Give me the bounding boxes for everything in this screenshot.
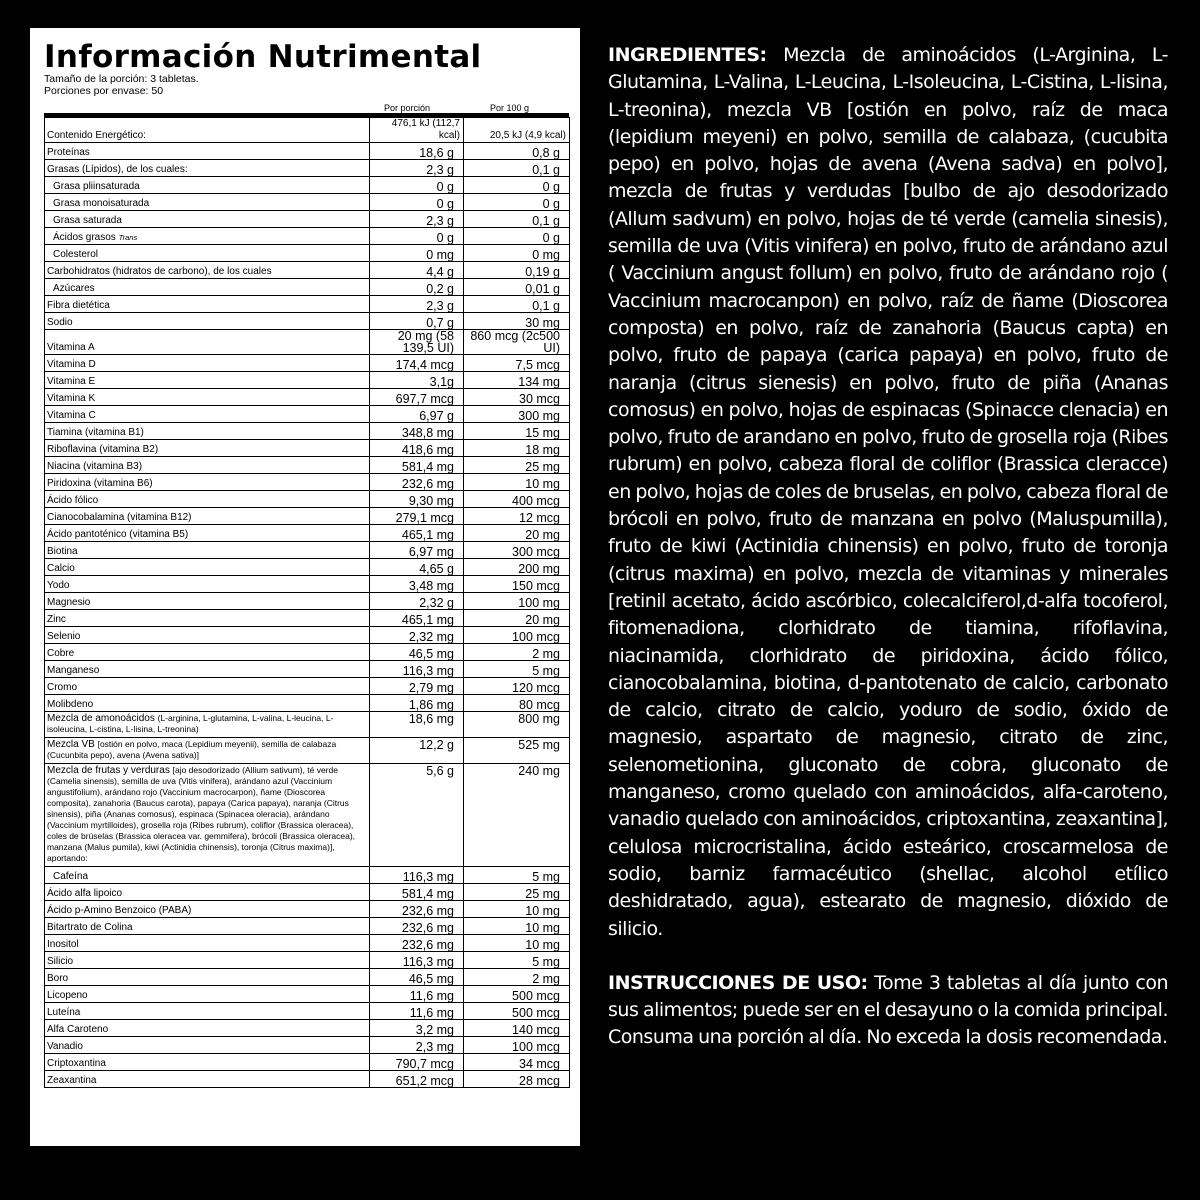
nutrient-row xyxy=(45,355,570,372)
nutrient-row xyxy=(45,508,570,525)
energy-label: Contenido Energético: xyxy=(45,118,370,143)
nutrient-label: Vitamina K xyxy=(47,393,96,404)
nutrient-row xyxy=(45,177,570,194)
value-per-100g: 0,1 g xyxy=(464,296,570,313)
nutrient-label-cell xyxy=(45,279,370,296)
nutrient-label: Grasa monoisaturada xyxy=(53,198,150,209)
nutrient-row xyxy=(45,627,570,644)
nutrient-description: (L-arginina, L-glutamina, L-valina, L-leucina, L-isoleucina, L-cistina, L-lisina, L-treonina) xyxy=(47,713,334,734)
value-per-serving: 2,32 g xyxy=(370,593,464,610)
value-per-serving: 2,3 g xyxy=(370,160,464,177)
serving-size: Tamaño de la porción: 3 tabletas. xyxy=(44,73,199,85)
value-per-serving: 581,4 mg xyxy=(370,457,464,474)
nutrient-label: Ácidos grasos xyxy=(53,232,116,243)
col-per-serving-header: Por porción xyxy=(384,103,431,113)
nutrient-row xyxy=(45,764,570,867)
value-per-serving: 3,48 mg xyxy=(370,576,464,593)
value-per-serving: 0 mg xyxy=(370,245,464,262)
nutrient-label: Yodo xyxy=(47,580,70,591)
nutrient-label-cell xyxy=(45,764,370,867)
nutrient-label: Cobre xyxy=(47,648,75,659)
nutrient-label: Licopeno xyxy=(47,990,88,1001)
value-per-serving: 3,2 mg xyxy=(370,1020,464,1037)
nutrient-label: Mezcla de frutas y verduras xyxy=(47,765,170,776)
value-per-serving: 2,3 mg xyxy=(370,1037,464,1054)
value-per-serving: 1,86 mg xyxy=(370,695,464,712)
nutrient-row xyxy=(45,474,570,491)
nutrient-label-cell xyxy=(45,177,370,194)
value-per-100g: 30 mg xyxy=(464,313,570,330)
value-per-100g: 20 mg xyxy=(464,610,570,627)
value-per-serving: 11,6 mg xyxy=(370,1003,464,1020)
value-per-serving: 465,1 mg xyxy=(370,610,464,627)
nutrient-label-cell xyxy=(45,423,370,440)
value-per-100g: 300 mcg xyxy=(464,542,570,559)
nutrient-label: Mezcla de amonoácidos xyxy=(47,713,155,724)
nutrient-label: Biotina xyxy=(47,546,78,557)
nutrient-row xyxy=(45,593,570,610)
value-per-serving: 697,7 mcg xyxy=(370,389,464,406)
nutrition-title: Información Nutrimental xyxy=(44,39,482,75)
value-per-100g: 20 mg xyxy=(464,525,570,542)
value-per-100g: 5 mg xyxy=(464,952,570,969)
value-per-serving: 12,2 g xyxy=(370,738,464,764)
nutrient-row xyxy=(45,969,570,986)
value-per-100g: 5 mg xyxy=(464,867,570,884)
value-per-serving: 581,4 mg xyxy=(370,884,464,901)
value-per-serving: 4,4 g xyxy=(370,262,464,279)
nutrient-label-cell xyxy=(45,389,370,406)
nutrient-row xyxy=(45,867,570,884)
value-per-serving: 3,1g xyxy=(370,372,464,389)
nutrient-label-cell xyxy=(45,355,370,372)
nutrient-row xyxy=(45,644,570,661)
energy-row xyxy=(45,118,570,143)
nutrient-label: Cianocobalamina (vitamina B12) xyxy=(47,512,192,523)
value-per-100g: 100 mcg xyxy=(464,1037,570,1054)
nutrient-label: Selenio xyxy=(47,631,81,642)
nutrient-label-cell xyxy=(45,661,370,678)
nutrient-label-cell xyxy=(45,245,370,262)
value-per-serving: 116,3 mg xyxy=(370,867,464,884)
value-per-100g: 0 g xyxy=(464,228,570,245)
nutrient-row xyxy=(45,712,570,738)
nutrient-label: Vitamina D xyxy=(47,359,96,370)
energy-per-100g: 20,5 kJ (4,9 kcal) xyxy=(464,118,570,143)
nutrient-label: Mezcla VB xyxy=(47,739,95,750)
nutrient-label: Luteína xyxy=(47,1007,81,1018)
value-per-100g: 800 mg xyxy=(464,712,570,738)
value-per-100g: 500 mcg xyxy=(464,1003,570,1020)
nutrient-row xyxy=(45,262,570,279)
nutrient-label-cell xyxy=(45,525,370,542)
nutrient-label-cell xyxy=(45,1054,370,1071)
nutrient-label-cell xyxy=(45,935,370,952)
nutrient-note: Trans xyxy=(118,233,138,242)
nutrient-label: Riboflavina (vitamina B2) xyxy=(47,444,159,455)
nutrient-label-cell xyxy=(45,143,370,160)
value-per-100g: 0,8 g xyxy=(464,143,570,160)
value-per-serving: 0,2 g xyxy=(370,279,464,296)
nutrient-row xyxy=(45,884,570,901)
nutrient-label-cell xyxy=(45,712,370,738)
value-per-100g: 10 mg xyxy=(464,474,570,491)
nutrient-label-cell xyxy=(45,457,370,474)
value-per-serving: 116,3 mg xyxy=(370,952,464,969)
value-per-100g: 0,01 g xyxy=(464,279,570,296)
ingredients-heading: INGREDIENTES: xyxy=(608,44,767,66)
nutrient-row xyxy=(45,695,570,712)
nutrient-label: Bitartrato de Colina xyxy=(47,922,133,933)
value-per-serving: 232,6 mg xyxy=(370,918,464,935)
nutrient-row xyxy=(45,952,570,969)
value-per-100g: 0 mg xyxy=(464,245,570,262)
value-per-serving: 174,4 mcg xyxy=(370,355,464,372)
nutrient-label: Ácido pantoténico (vitamina B5) xyxy=(47,529,189,540)
nutrient-label: Criptoxantina xyxy=(47,1058,106,1069)
nutrient-label: Niacina (vitamina B3) xyxy=(47,461,143,472)
nutrient-label: Boro xyxy=(47,973,69,984)
nutrient-row xyxy=(45,457,570,474)
nutrient-label-cell xyxy=(45,738,370,764)
nutrient-row xyxy=(45,228,570,245)
nutrient-label: Ácido alfa lipoico xyxy=(47,888,123,899)
nutrient-label-cell xyxy=(45,1037,370,1054)
nutrient-label-cell xyxy=(45,644,370,661)
value-per-100g: 25 mg xyxy=(464,457,570,474)
value-per-serving: 232,6 mg xyxy=(370,474,464,491)
nutrient-row xyxy=(45,1037,570,1054)
nutrient-label-cell xyxy=(45,296,370,313)
value-per-100g: 80 mcg xyxy=(464,695,570,712)
nutrient-label: Tiamina (vitamina B1) xyxy=(47,427,144,438)
nutrient-row xyxy=(45,610,570,627)
value-per-100g: 200 mg xyxy=(464,559,570,576)
nutrient-description: [ajo desodorizado (Allium sativum), té verde (Camelia sinensis), semilla de uva (Vitis vinifera), arándano azul (Vaccinium angustifolium), arándano rojo (Vaccinium macrocarpon), ñame (Dioscorea composita), zanahoria (Baucus carota), papaya (Carica papaya), naranja (Citrus sinensis), piña (Ananas comosus), espinaca (Spinacea oleracia), arándano (Vaccinium myrtilloides), grosella roja (Ribes rubrum), coliflor (Brassica oleracea), coles de brúselas (Brassica oleracea var. gemmifera), brócoli (Brassica oleracea), manzana (Malus pumila), kiwi (Actinidia chinensis), toronja (Citrus maxima)], aportando: xyxy=(47,765,356,863)
nutrient-label-cell xyxy=(45,986,370,1003)
value-per-100g: 0,19 g xyxy=(464,262,570,279)
nutrient-label-cell xyxy=(45,952,370,969)
nutrient-row xyxy=(45,901,570,918)
nutrient-row xyxy=(45,491,570,508)
col-per-100g-header: Por 100 g xyxy=(490,103,530,113)
nutrient-row xyxy=(45,389,570,406)
nutrient-label: Vanadio xyxy=(47,1041,83,1052)
value-per-serving: 6,97 mg xyxy=(370,542,464,559)
value-per-100g: 5 mg xyxy=(464,661,570,678)
nutrient-label-cell xyxy=(45,228,370,245)
nutrient-row xyxy=(45,279,570,296)
value-per-100g: 2 mg xyxy=(464,644,570,661)
value-per-100g: 0 g xyxy=(464,194,570,211)
nutrient-label: Magnesio xyxy=(47,597,91,608)
value-per-100g: 2 mg xyxy=(464,969,570,986)
nutrient-label: Ácido fólico xyxy=(47,495,99,506)
nutrient-label-cell xyxy=(45,969,370,986)
nutrient-row xyxy=(45,1054,570,1071)
nutrient-row xyxy=(45,440,570,457)
nutrient-label-cell xyxy=(45,576,370,593)
nutrient-row xyxy=(45,313,570,330)
nutrient-row xyxy=(45,245,570,262)
nutrient-row xyxy=(45,738,570,764)
nutrient-row xyxy=(45,372,570,389)
nutrient-label-cell xyxy=(45,194,370,211)
value-per-100g: 500 mcg xyxy=(464,986,570,1003)
value-per-100g: 140 mcg xyxy=(464,1020,570,1037)
nutrient-description: [ostión en polvo, maca (Lepidium meyenii), semilla de calabaza (Cucunbita pepo), avena (Avena sativa)] xyxy=(47,739,337,760)
energy-per-serving: 476,1 kJ (112,7 kcal) xyxy=(370,118,464,143)
value-per-100g: 134 mg xyxy=(464,372,570,389)
nutrient-label-cell xyxy=(45,610,370,627)
value-per-serving: 0 g xyxy=(370,194,464,211)
nutrient-row xyxy=(45,160,570,177)
nutrient-row xyxy=(45,576,570,593)
value-per-100g: 12 mcg xyxy=(464,508,570,525)
value-per-serving: 46,5 mg xyxy=(370,644,464,661)
value-per-serving: 0,7 g xyxy=(370,313,464,330)
nutrient-label: Alfa Caroteno xyxy=(47,1024,109,1035)
nutrient-row xyxy=(45,1003,570,1020)
value-per-serving: 6,97 g xyxy=(370,406,464,423)
nutrient-row xyxy=(45,1071,570,1088)
nutrient-row xyxy=(45,423,570,440)
column-header xyxy=(44,101,569,113)
nutrient-label: Grasas (Lípidos), de los cuales: xyxy=(47,164,188,175)
nutrient-label: Colesterol xyxy=(53,249,99,260)
value-per-serving: 418,6 mg xyxy=(370,440,464,457)
value-per-serving: 2,3 g xyxy=(370,296,464,313)
nutrient-row xyxy=(45,194,570,211)
nutrient-label-cell xyxy=(45,508,370,525)
nutrient-label: Vitamina C xyxy=(47,410,96,421)
nutrient-label-cell xyxy=(45,474,370,491)
value-per-100g: 100 mcg xyxy=(464,627,570,644)
value-per-100g: 860 mcg (2c500 UI) xyxy=(464,330,570,355)
nutrient-label-cell xyxy=(45,372,370,389)
nutrient-label-cell xyxy=(45,1020,370,1037)
value-per-100g: 7,5 mcg xyxy=(464,355,570,372)
nutrient-label: Grasa saturada xyxy=(53,215,122,226)
nutrient-label-cell xyxy=(45,627,370,644)
value-per-serving: 116,3 mg xyxy=(370,661,464,678)
nutrient-label: Fibra dietética xyxy=(47,300,110,311)
ingredients-text: Mezcla de aminoácidos (L-Arginina, L-Glutamina, L-Valina, L-Leucina, L-Isoleucina, L-Cistina, L-lisina, L-treonina), mezcla VB [ostión en polvo, raíz de maca (lepidium meyeni) en polvo, semilla de calabaza, (cucubita pepo) en polvo, hojas de avena (Avena sadva) en polvo], mezcla de frutas y verdudas [bulbo de ajo desodorizado (Allum sadvum) en polvo, hojas de té verde (camelia sinesis), semilla de uva (Vitis vinifera) en polvo, fruto de arándano azul ( Vaccinium angust follum) en polvo, fruto de arándano rojo ( Vaccinium macrocanpon) en polvo, raíz de ñame (Dioscorea composta) en polvo, raíz de zanahoria (Baucus capta) en polvo, fruto de papaya (carica papaya) en polvo, fruto de naranja (citrus sienesis) en polvo, fruto de piña (Ananas comosus) en polvo, hojas de espinacas (Spinacce clenacia) en polvo, fruto de arandano en polvo, fruto de grosella roja (Ribes rubrum) en polvo, cabeza floral de coliflor (Brassica cleracce) en polvo, hojas de coles de bruselas, en polvo, cabeza floral de brócoli en polvo, fruto de manzana en polvo (Maluspumilla), fruto de kiwi (Actinidia chinensis) en polvo, fruto de toronja (citrus maxima) en polvo, mezcla de vitaminas y minerales [retinil acetato, ácido ascórbico, colecalciferol,d-alfa tocoferol, fitomenadiona, clorhidrato de tiamina, rifoflavina, niacinamida, clorhidrato de piridoxina, ácido fólico, cianocobalamina, biotina, d-pantotenato de calcio, carbonato de calcio, citrato de calcio, yoduro de sodio, óxido de magnesio, aspartato de magnesio, citrato de zinc, selenometionina, gluconato de cobra, gluconato de manganeso, cromo quelado con aminoácidos, alfa-caroteno, vanadio quelado con aminoácidos, criptoxantina, zeaxantina], celulosa microcristalina, ácido esteárico, croscarmelosa de sodio, barniz farmacéutico (shellac, alcohol etílico deshidratado, agua), estearato de magnesio, dióxido de silicio. xyxy=(608,44,1168,940)
instructions-heading: INSTRUCCIONES DE USO: xyxy=(608,971,868,994)
value-per-serving: 651,2 mcg xyxy=(370,1071,464,1088)
value-per-100g: 0,1 g xyxy=(464,160,570,177)
nutrient-label: Carbohidratos (hidratos de carbono), de los cuales xyxy=(47,266,272,277)
value-per-100g: 100 mg xyxy=(464,593,570,610)
value-per-100g: 400 mcg xyxy=(464,491,570,508)
nutrient-label: Silicio xyxy=(47,956,74,967)
nutrient-label: Vitamina A xyxy=(47,342,95,353)
nutrient-label-cell xyxy=(45,313,370,330)
instructions-text: Tome 3 tabletas al día junto con sus alimentos; puede ser en el desayuno o la comida principal. Consuma una porción al día. No exceda la dosis recomendada. xyxy=(608,971,1169,1049)
nutrition-table xyxy=(44,117,570,1088)
nutrient-row xyxy=(45,935,570,952)
value-per-100g: 10 mg xyxy=(464,901,570,918)
value-per-serving: 348,8 mg xyxy=(370,423,464,440)
nutrient-row xyxy=(45,296,570,313)
nutrition-facts-panel xyxy=(30,28,580,1146)
value-per-serving: 2,79 mg xyxy=(370,678,464,695)
value-per-serving: 0 g xyxy=(370,177,464,194)
value-per-100g: 525 mg xyxy=(464,738,570,764)
nutrient-label-cell xyxy=(45,559,370,576)
nutrient-label-cell xyxy=(45,491,370,508)
nutrient-label-cell xyxy=(45,918,370,935)
value-per-serving: 4,65 g xyxy=(370,559,464,576)
value-per-serving: 11,6 mg xyxy=(370,986,464,1003)
nutrient-label-cell xyxy=(45,406,370,423)
nutrient-row xyxy=(45,1020,570,1037)
value-per-serving: 232,6 mg xyxy=(370,901,464,918)
value-per-100g: 0 g xyxy=(464,177,570,194)
nutrient-label-cell xyxy=(45,330,370,355)
value-per-100g: 15 mg xyxy=(464,423,570,440)
value-per-serving: 0 g xyxy=(370,228,464,245)
value-per-100g: 30 mcg xyxy=(464,389,570,406)
nutrient-label-cell xyxy=(45,1003,370,1020)
nutrient-label: Grasa pliinsaturada xyxy=(53,181,140,192)
nutrient-label-cell xyxy=(45,211,370,228)
nutrient-row xyxy=(45,406,570,423)
value-per-100g: 240 mg xyxy=(464,764,570,867)
nutrient-label-cell xyxy=(45,901,370,918)
instructions-paragraph xyxy=(608,970,1168,1052)
nutrient-label-cell xyxy=(45,593,370,610)
nutrient-label-cell xyxy=(45,678,370,695)
nutrient-label-cell xyxy=(45,262,370,279)
nutrient-label: Zinc xyxy=(47,614,66,625)
nutrient-label: Inositol xyxy=(47,939,79,950)
nutrient-label: Sodio xyxy=(47,317,73,328)
nutrient-row xyxy=(45,661,570,678)
value-per-100g: 0,1 g xyxy=(464,211,570,228)
nutrient-row xyxy=(45,143,570,160)
value-per-100g: 150 mcg xyxy=(464,576,570,593)
nutrient-label: Ácido p-Amino Benzoico (PABA) xyxy=(47,905,192,916)
nutrient-label-cell xyxy=(45,1071,370,1088)
nutrient-row xyxy=(45,559,570,576)
nutrient-label-cell xyxy=(45,160,370,177)
ingredients-paragraph xyxy=(608,42,1168,943)
nutrient-label-cell xyxy=(45,695,370,712)
value-per-serving: 9,30 mg xyxy=(370,491,464,508)
nutrient-row xyxy=(45,525,570,542)
nutrient-label: Cafeína xyxy=(53,871,89,882)
nutrient-label: Vitamina E xyxy=(47,376,96,387)
nutrient-label: Calcio xyxy=(47,563,75,574)
nutrient-row xyxy=(45,211,570,228)
value-per-serving: 279,1 mcg xyxy=(370,508,464,525)
value-per-100g: 34 mcg xyxy=(464,1054,570,1071)
value-per-serving: 5,6 g xyxy=(370,764,464,867)
value-per-100g: 18 mg xyxy=(464,440,570,457)
nutrient-row xyxy=(45,986,570,1003)
value-per-serving: 46,5 mg xyxy=(370,969,464,986)
value-per-100g: 10 mg xyxy=(464,918,570,935)
nutrient-label-cell xyxy=(45,440,370,457)
nutrient-label: Cromo xyxy=(47,682,78,693)
value-per-serving: 18,6 mg xyxy=(370,712,464,738)
value-per-100g: 28 mcg xyxy=(464,1071,570,1088)
value-per-serving: 2,32 mg xyxy=(370,627,464,644)
value-per-100g: 10 mg xyxy=(464,935,570,952)
ingredients-column xyxy=(608,42,1168,1052)
servings-per-container: Porciones por envase: 50 xyxy=(44,84,164,97)
nutrient-label: Manganeso xyxy=(47,665,100,676)
nutrient-label-cell xyxy=(45,867,370,884)
nutrient-row xyxy=(45,542,570,559)
nutrient-label-cell xyxy=(45,542,370,559)
nutrient-row xyxy=(45,678,570,695)
nutrient-row xyxy=(45,918,570,935)
value-per-100g: 25 mg xyxy=(464,884,570,901)
value-per-serving: 18,6 g xyxy=(370,143,464,160)
nutrient-row xyxy=(45,330,570,355)
nutrient-label: Proteínas xyxy=(47,147,90,158)
nutrient-label: Piridoxina (vitamina B6) xyxy=(47,478,153,489)
nutrient-label: Zeaxantina xyxy=(47,1075,97,1086)
nutrient-label: Azúcares xyxy=(53,283,95,294)
value-per-serving: 790,7 mcg xyxy=(370,1054,464,1071)
value-per-100g: 300 mg xyxy=(464,406,570,423)
value-per-serving: 20 mg (58 139,5 UI) xyxy=(370,330,464,355)
value-per-serving: 465,1 mg xyxy=(370,525,464,542)
value-per-serving: 232,6 mg xyxy=(370,935,464,952)
nutrient-label-cell xyxy=(45,884,370,901)
nutrient-label: Molibdeno xyxy=(47,699,94,710)
value-per-serving: 2,3 g xyxy=(370,211,464,228)
value-per-100g: 120 mcg xyxy=(464,678,570,695)
